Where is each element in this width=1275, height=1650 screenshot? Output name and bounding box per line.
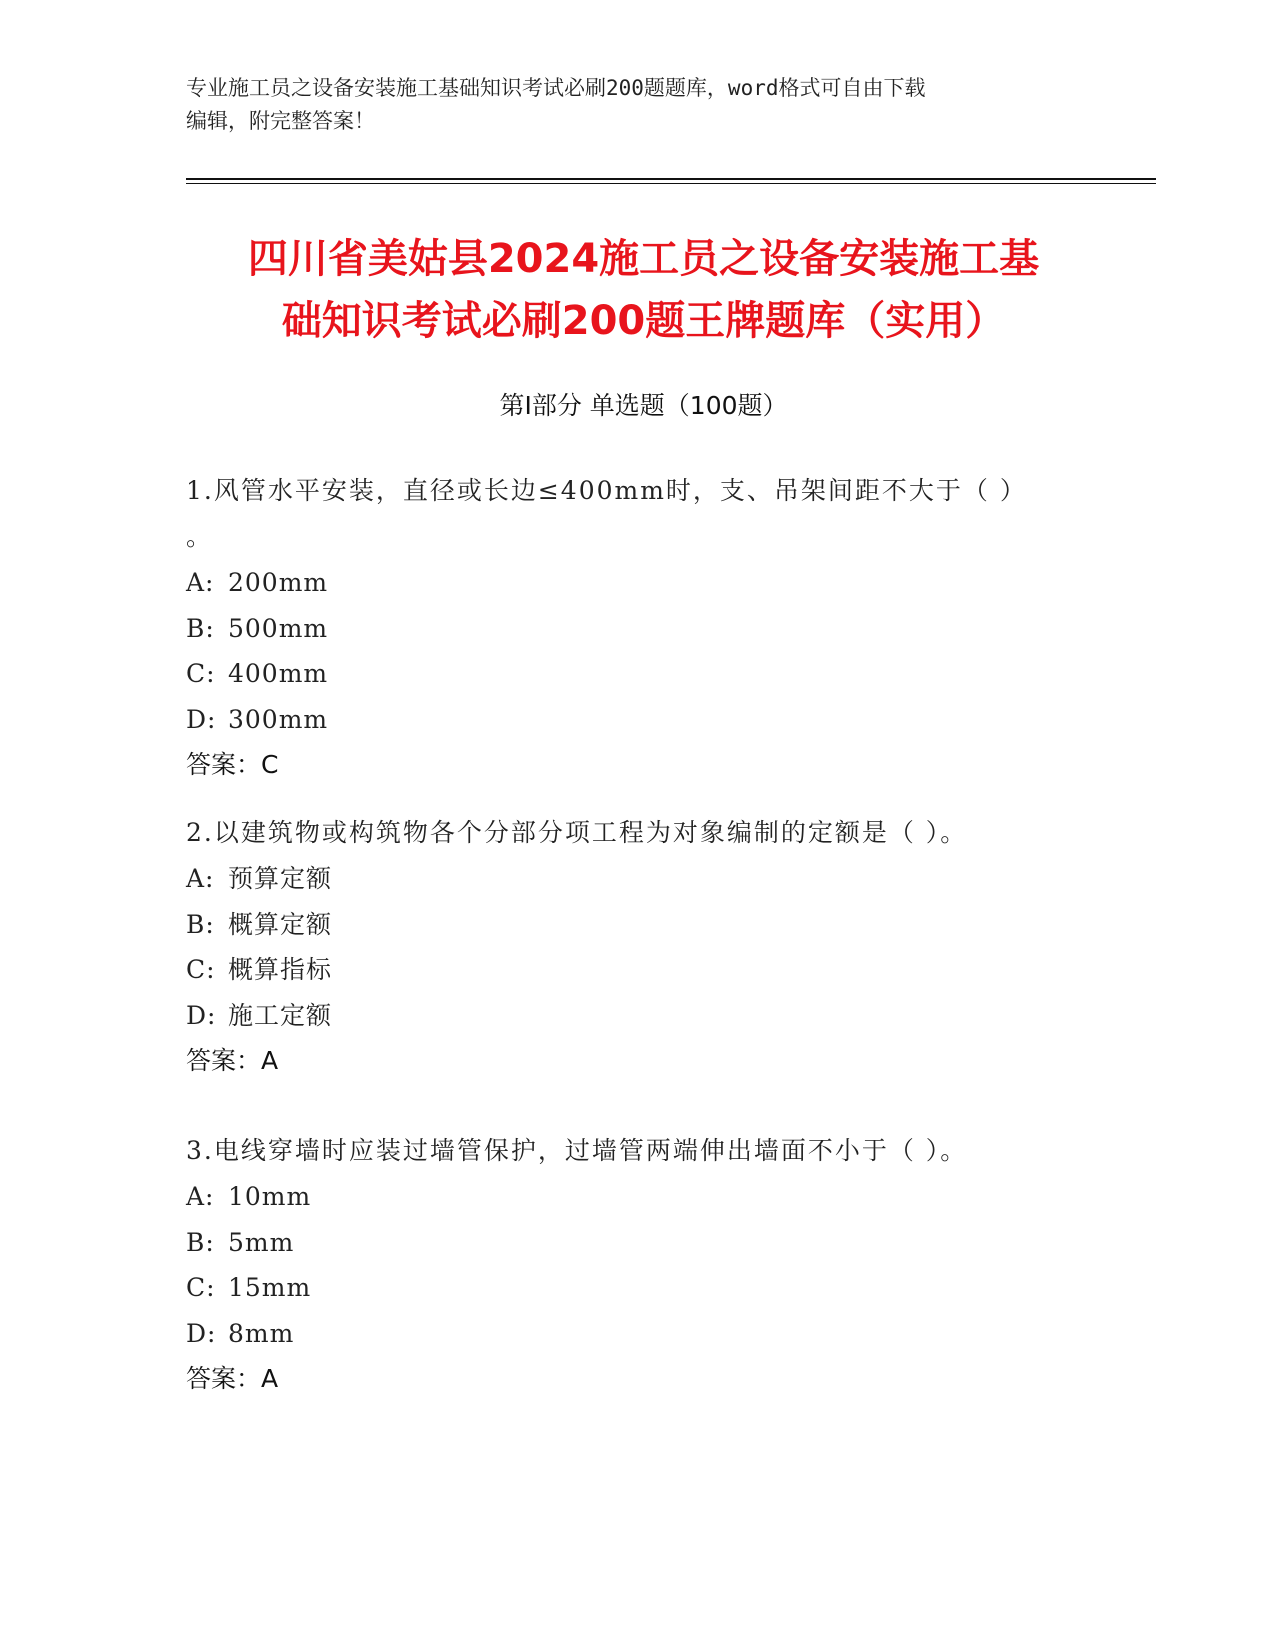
question-3 bbox=[186, 1128, 1066, 1402]
option-c bbox=[186, 651, 1066, 697]
option-d bbox=[186, 1311, 1066, 1357]
answer-line bbox=[186, 1356, 1066, 1402]
option-key: C: bbox=[186, 955, 216, 984]
header-note bbox=[186, 72, 1086, 138]
option-b bbox=[186, 1220, 1066, 1266]
option-a bbox=[186, 1174, 1066, 1220]
option-text: 500mm bbox=[228, 613, 329, 643]
question-2 bbox=[186, 810, 1066, 1084]
answer-label: 答案： bbox=[186, 750, 262, 779]
option-text: 10mm bbox=[228, 1182, 312, 1211]
header-note-line-2: 编辑，附完整答案！ bbox=[186, 109, 375, 133]
option-text: 200mm bbox=[228, 568, 329, 597]
document-title bbox=[186, 228, 1101, 352]
question-1 bbox=[186, 468, 1066, 788]
option-key: D: bbox=[186, 1000, 217, 1030]
header-note-line-1: 专业施工员之设备安装施工基础知识考试必刷200题题库，word格式可自由下载 bbox=[186, 76, 926, 100]
answer-value: A bbox=[261, 1046, 279, 1075]
option-d bbox=[186, 697, 1066, 743]
option-key: D: bbox=[186, 704, 217, 734]
section-heading: 第Ⅰ部分 单选题（100题） bbox=[499, 391, 788, 420]
document-title-line-2: 础知识考试必刷200题王牌题库（实用） bbox=[281, 298, 1006, 344]
answer-line bbox=[186, 1038, 1066, 1084]
answer-value: A bbox=[261, 1364, 279, 1393]
option-key: A: bbox=[186, 1182, 215, 1211]
option-text: 概算指标 bbox=[228, 955, 333, 984]
answer-label: 答案： bbox=[186, 1046, 262, 1075]
answer-label: 答案： bbox=[186, 1364, 262, 1393]
option-key: B: bbox=[186, 909, 215, 939]
option-text: 8mm bbox=[228, 1318, 295, 1348]
header-divider-thin bbox=[186, 183, 1156, 184]
option-text: 施工定额 bbox=[228, 1000, 333, 1030]
option-a bbox=[186, 560, 1066, 606]
document-title-line-1: 四川省美姑县2024施工员之设备安装施工基 bbox=[247, 236, 1040, 282]
option-text: 5mm bbox=[228, 1227, 295, 1257]
option-a bbox=[186, 856, 1066, 902]
option-c bbox=[186, 947, 1066, 993]
option-text: 概算定额 bbox=[228, 909, 333, 939]
option-key: D: bbox=[186, 1318, 217, 1348]
option-key: B: bbox=[186, 613, 215, 643]
option-c bbox=[186, 1265, 1066, 1311]
option-text: 400mm bbox=[228, 659, 329, 688]
question-stem: 1.风管水平安装，直径或长边≤400mm时，支、吊架间距不大于（ ） bbox=[186, 476, 1027, 505]
option-b bbox=[186, 902, 1066, 948]
option-text: 15mm bbox=[228, 1273, 312, 1302]
answer-value: C bbox=[261, 750, 279, 779]
question-stem: 2.以建筑物或构筑物各个分部分项工程为对象编制的定额是（ ）。 bbox=[186, 818, 968, 847]
option-d bbox=[186, 993, 1066, 1039]
option-key: A: bbox=[186, 864, 215, 893]
option-text: 300mm bbox=[228, 704, 329, 734]
option-key: B: bbox=[186, 1227, 215, 1257]
question-stem: 3.电线穿墙时应装过墙管保护，过墙管两端伸出墙面不小于（ ）。 bbox=[186, 1136, 968, 1165]
header-divider-thick bbox=[186, 178, 1156, 180]
option-b bbox=[186, 606, 1066, 652]
option-key: A: bbox=[186, 568, 215, 597]
question-stem-continued: 。 bbox=[186, 522, 214, 551]
option-key: C: bbox=[186, 659, 216, 688]
option-key: C: bbox=[186, 1273, 216, 1302]
option-text: 预算定额 bbox=[228, 864, 333, 893]
answer-line bbox=[186, 742, 1066, 788]
